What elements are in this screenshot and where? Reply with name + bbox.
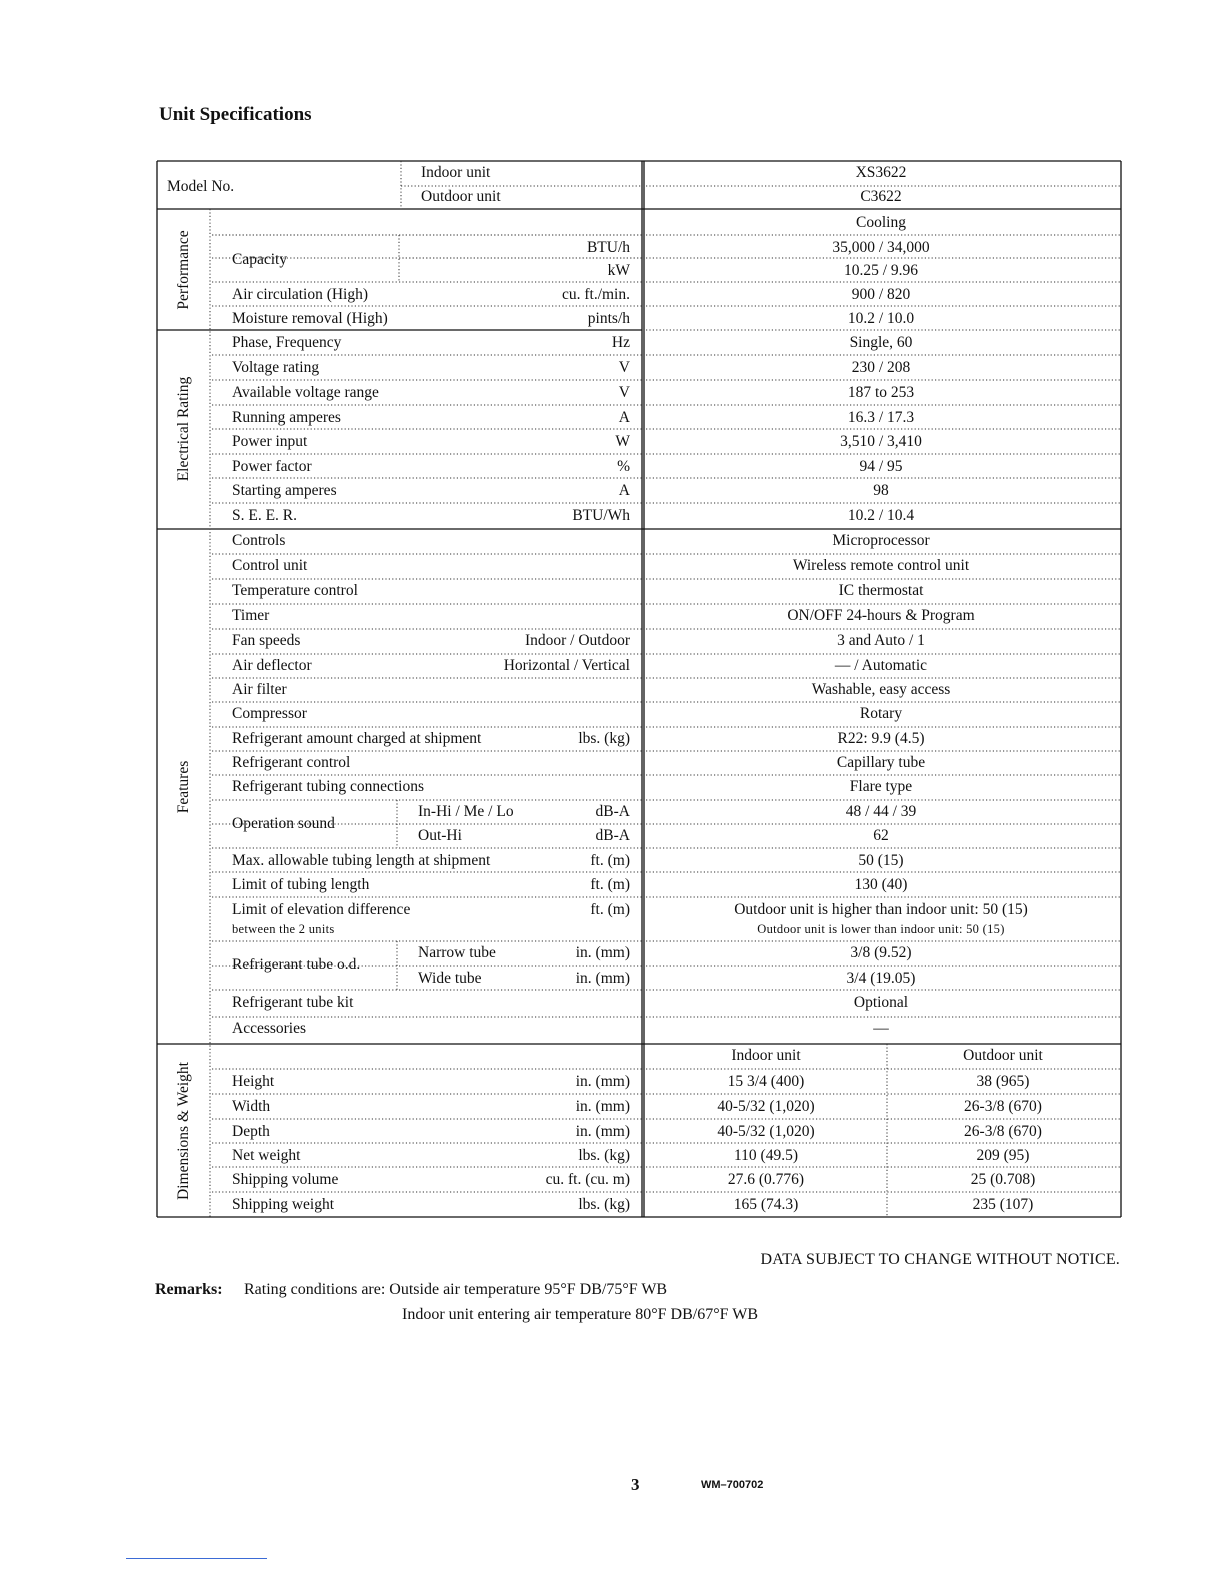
- row-label: Max. allowable tubing length at shipment: [232, 852, 491, 869]
- dim-row-outdoor: 38 (965): [976, 1073, 1030, 1090]
- dim-row-outdoor: 25 (0.708): [970, 1171, 1036, 1188]
- row-label: Temperature control: [232, 582, 358, 599]
- page-title: Unit Specifications: [159, 104, 312, 125]
- document-code: WM–700702: [701, 1479, 764, 1491]
- row-unit: Horizontal / Vertical: [503, 657, 630, 674]
- dim-row-unit: in. (mm): [575, 1073, 630, 1090]
- row-value: 98: [873, 482, 889, 499]
- row-label: Compressor: [232, 705, 307, 722]
- row-label: Refrigerant control: [232, 754, 351, 771]
- row-sublabel: Wide tube: [418, 970, 482, 987]
- dim-col-outdoor: Outdoor unit: [963, 1047, 1043, 1064]
- row-label: Fan speeds: [232, 632, 301, 649]
- row-label: Refrigerant tube kit: [232, 994, 354, 1011]
- row-unit: ft. (m): [590, 852, 630, 869]
- row-value: Capillary tube: [836, 754, 926, 771]
- page-number: 3: [631, 1475, 640, 1494]
- row-label: Power factor: [232, 458, 312, 475]
- row-label: Available voltage range: [232, 384, 379, 401]
- row-value: 94 / 95: [859, 458, 903, 475]
- row-value: Wireless remote control unit: [792, 557, 970, 574]
- row-value: 3/4 (19.05): [846, 970, 916, 987]
- row-label: Refrigerant tube o.d.: [232, 956, 361, 973]
- row-value: Flare type: [849, 778, 913, 795]
- row-unit: V: [618, 384, 630, 401]
- row-unit: ft. (m): [590, 876, 630, 893]
- dim-row-indoor: 40-5/32 (1,020): [717, 1098, 815, 1115]
- model-no-label: Model No.: [167, 178, 235, 195]
- dim-col-indoor: Indoor unit: [731, 1047, 801, 1064]
- row-label: Air filter: [232, 681, 287, 698]
- row-value: 900 / 820: [851, 286, 911, 303]
- row-label: Capacity: [232, 251, 288, 268]
- row-label: S. E. E. R.: [232, 507, 298, 524]
- outdoor-unit-label: Outdoor unit: [421, 188, 501, 205]
- row-value: R22: 9.9 (4.5): [837, 730, 925, 747]
- row-unit: in. (mm): [575, 944, 630, 961]
- row-value: 35,000 / 34,000: [832, 239, 930, 256]
- indoor-unit-label: Indoor unit: [421, 164, 491, 181]
- remarks-line-2: Indoor unit entering air temperature 80°F DB/67°F WB: [402, 1306, 758, 1323]
- dim-row-label: Depth: [232, 1123, 270, 1140]
- dim-row-unit: in. (mm): [575, 1123, 630, 1140]
- row-label: Accessories: [232, 1020, 307, 1037]
- row-label: Moisture removal (High): [232, 310, 388, 327]
- row-label: Voltage rating: [232, 359, 320, 376]
- row-unit: Indoor / Outdoor: [524, 632, 630, 649]
- row-value: IC thermostat: [838, 582, 924, 599]
- row-value: Optional: [853, 994, 909, 1011]
- dim-row-unit: in. (mm): [575, 1098, 630, 1115]
- spec-table: Model No. Indoor unit Outdoor unit XS3622 C3622 Performance Electrical Rating Features Dimensions & Weight Cooling Capacity BTU/h 35,000 / 34,000 kW 10.25 / 9.96 Air circulation (High) cu. ft./min. 900 / 820 Moisture removal (High) pints/h 10.2 / 10.0 Phase, Frequency Hz Single, 60 Voltage rating V 230 / 208 Available voltage range V 187 to 253 Running amperes A 16.3 / 17.3 Power input W 3,510 / 3,410 Power factor % 94 / 95 Starting amperes A 98 S. E. E. R. BTU/Wh 10.2 / 10.4 Controls Microprocessor Control unit Wireless remote control unit Temperature control IC thermostat Timer ON/OFF 24-hours & Program Fan speeds Indoor / Outdoor 3 and Auto / 1 Air deflector Horizontal / Vertical — / Automatic Air filter Washable, easy access Compressor Rotary Refrigerant amount charged at shipment lbs. (kg) R22: 9.9 (4.5) Refrigerant control Capillary tube Refrigerant tubing connections Flare type Operation sound In-Hi / Me / Lo dB-A 48 / 44 / 39 Out-Hi dB-A 62 Max. allowable tubing length at shipment ft. (m) 50 (15) Limit of tubing length ft. (m) 130 (40) Limit of elevation difference between the 2 units ft. (m) Outdoor unit is higher than indoor unit: 50 (15) Outdoor unit is lower than indoor unit: 50 (15) Refrigerant tube o.d. Narrow tube in. (mm) 3/8 (9.52) Wide tube in. (mm) 3/4 (19.05) Refrigerant tube kit Optional Accessories — Indoor unit Outdoor unit Height in. (mm) 15 3/4 (400) 38 (965) Width in. (mm) 40-5/32 (1,020) 26-3/8 (670) Depth in. (mm) 40-5/32 (1,020) 26-3/8 (670) Net weight lbs. (kg) 110 (49.5) 209 (95) Shipping volume cu. ft. (cu. m) 27.6 (0.776) 25 (0.708) Shipping weight lbs. (kg) 165 (74.3) 235 (107): [156, 160, 1122, 1218]
- row-unit: Hz: [611, 334, 630, 351]
- row-label: Timer: [232, 607, 270, 624]
- row-unit: A: [618, 409, 630, 426]
- dim-row-unit: lbs. (kg): [578, 1147, 630, 1164]
- dim-row-indoor: 27.6 (0.776): [727, 1171, 805, 1188]
- row-label: Power input: [232, 433, 308, 450]
- row-unit: lbs. (kg): [578, 730, 630, 747]
- row-value: 130 (40): [854, 876, 908, 893]
- row-value: 3/8 (9.52): [850, 944, 912, 961]
- row-value: 50 (15): [858, 852, 904, 869]
- dim-row-unit: cu. ft. (cu. m): [545, 1171, 630, 1188]
- dim-row-label: Shipping volume: [232, 1171, 339, 1188]
- row-label: Operation sound: [232, 815, 335, 832]
- footnote-rule: [126, 1558, 267, 1559]
- row-value: 230 / 208: [851, 359, 911, 376]
- row-label: Controls: [232, 532, 286, 549]
- row-unit: dB-A: [595, 827, 630, 844]
- row-value: 62: [873, 827, 889, 844]
- row-label: Refrigerant tubing connections: [232, 778, 424, 795]
- row-value: 3,510 / 3,410: [840, 433, 922, 450]
- dim-row-indoor: 165 (74.3): [733, 1196, 799, 1213]
- dim-row-unit: lbs. (kg): [578, 1196, 630, 1213]
- row-label: Control unit: [232, 557, 308, 574]
- remarks-label: Remarks:: [155, 1281, 223, 1298]
- dim-row-indoor: 40-5/32 (1,020): [717, 1123, 815, 1140]
- remarks-line-1: Rating conditions are: Outside air temperature 95°F DB/75°F WB: [244, 1281, 668, 1298]
- row-sublabel: Narrow tube: [418, 944, 496, 961]
- data-notice: DATA SUBJECT TO CHANGE WITHOUT NOTICE.: [760, 1251, 1120, 1268]
- row-value: —: [873, 1020, 889, 1037]
- row-label: Limit of tubing length: [232, 876, 370, 893]
- row-label: Air circulation (High): [232, 286, 369, 303]
- row-value: — / Automatic: [834, 657, 928, 674]
- row-value: 10.25 / 9.96: [843, 262, 919, 279]
- row-label-secondary: between the 2 units: [232, 922, 335, 936]
- row-unit: pints/h: [587, 310, 630, 327]
- outdoor-model-value: C3622: [860, 188, 902, 205]
- row-value: Rotary: [859, 705, 903, 722]
- row-value: 10.2 / 10.0: [847, 310, 915, 327]
- row-label: Air deflector: [232, 657, 312, 674]
- row-value: Washable, easy access: [811, 681, 951, 698]
- dim-row-label: Width: [232, 1098, 271, 1115]
- row-label: Running amperes: [232, 409, 341, 426]
- dim-row-outdoor: 26-3/8 (670): [964, 1098, 1042, 1115]
- row-value: 3 and Auto / 1: [837, 632, 925, 649]
- row-unit: BTU/h: [586, 239, 630, 256]
- row-unit: BTU/Wh: [572, 507, 630, 524]
- row-unit: V: [618, 359, 630, 376]
- row-value: 187 to 253: [847, 384, 915, 401]
- row-value: Single, 60: [849, 334, 913, 351]
- row-unit: A: [618, 482, 630, 499]
- row-label: Refrigerant amount charged at shipment: [232, 730, 482, 747]
- row-value-secondary: Outdoor unit is lower than indoor unit: 50 (15): [757, 922, 1005, 936]
- dim-row-outdoor: 26-3/8 (670): [964, 1123, 1042, 1140]
- indoor-model-value: XS3622: [855, 164, 907, 181]
- row-label: Limit of elevation difference: [232, 901, 411, 918]
- row-value: Microprocessor: [832, 532, 930, 549]
- row-sublabel: Out-Hi: [418, 827, 462, 844]
- row-unit: W: [615, 433, 630, 450]
- row-value: Outdoor unit is higher than indoor unit: 50 (15): [734, 901, 1028, 918]
- row-unit: kW: [607, 262, 630, 279]
- row-label: Starting amperes: [232, 482, 337, 499]
- row-value: 16.3 / 17.3: [847, 409, 915, 426]
- row-unit: ft. (m): [590, 901, 630, 918]
- dim-row-label: Shipping weight: [232, 1196, 335, 1213]
- dim-row-outdoor: 235 (107): [972, 1196, 1034, 1213]
- dim-row-indoor: 15 3/4 (400): [727, 1073, 805, 1090]
- row-label: Phase, Frequency: [232, 334, 342, 351]
- dim-row-label: Net weight: [232, 1147, 301, 1164]
- row-unit: in. (mm): [575, 970, 630, 987]
- dim-row-label: Height: [232, 1073, 275, 1090]
- dim-row-outdoor: 209 (95): [976, 1147, 1030, 1164]
- row-unit: %: [617, 458, 630, 475]
- row-value: Cooling: [856, 214, 906, 231]
- row-sublabel: In-Hi / Me / Lo: [418, 803, 514, 820]
- row-value: 10.2 / 10.4: [847, 507, 915, 524]
- row-unit: cu. ft./min.: [561, 286, 630, 303]
- row-value: ON/OFF 24-hours & Program: [787, 607, 975, 624]
- row-value: 48 / 44 / 39: [845, 803, 917, 820]
- dim-row-indoor: 110 (49.5): [734, 1147, 798, 1164]
- row-unit: dB-A: [595, 803, 630, 820]
